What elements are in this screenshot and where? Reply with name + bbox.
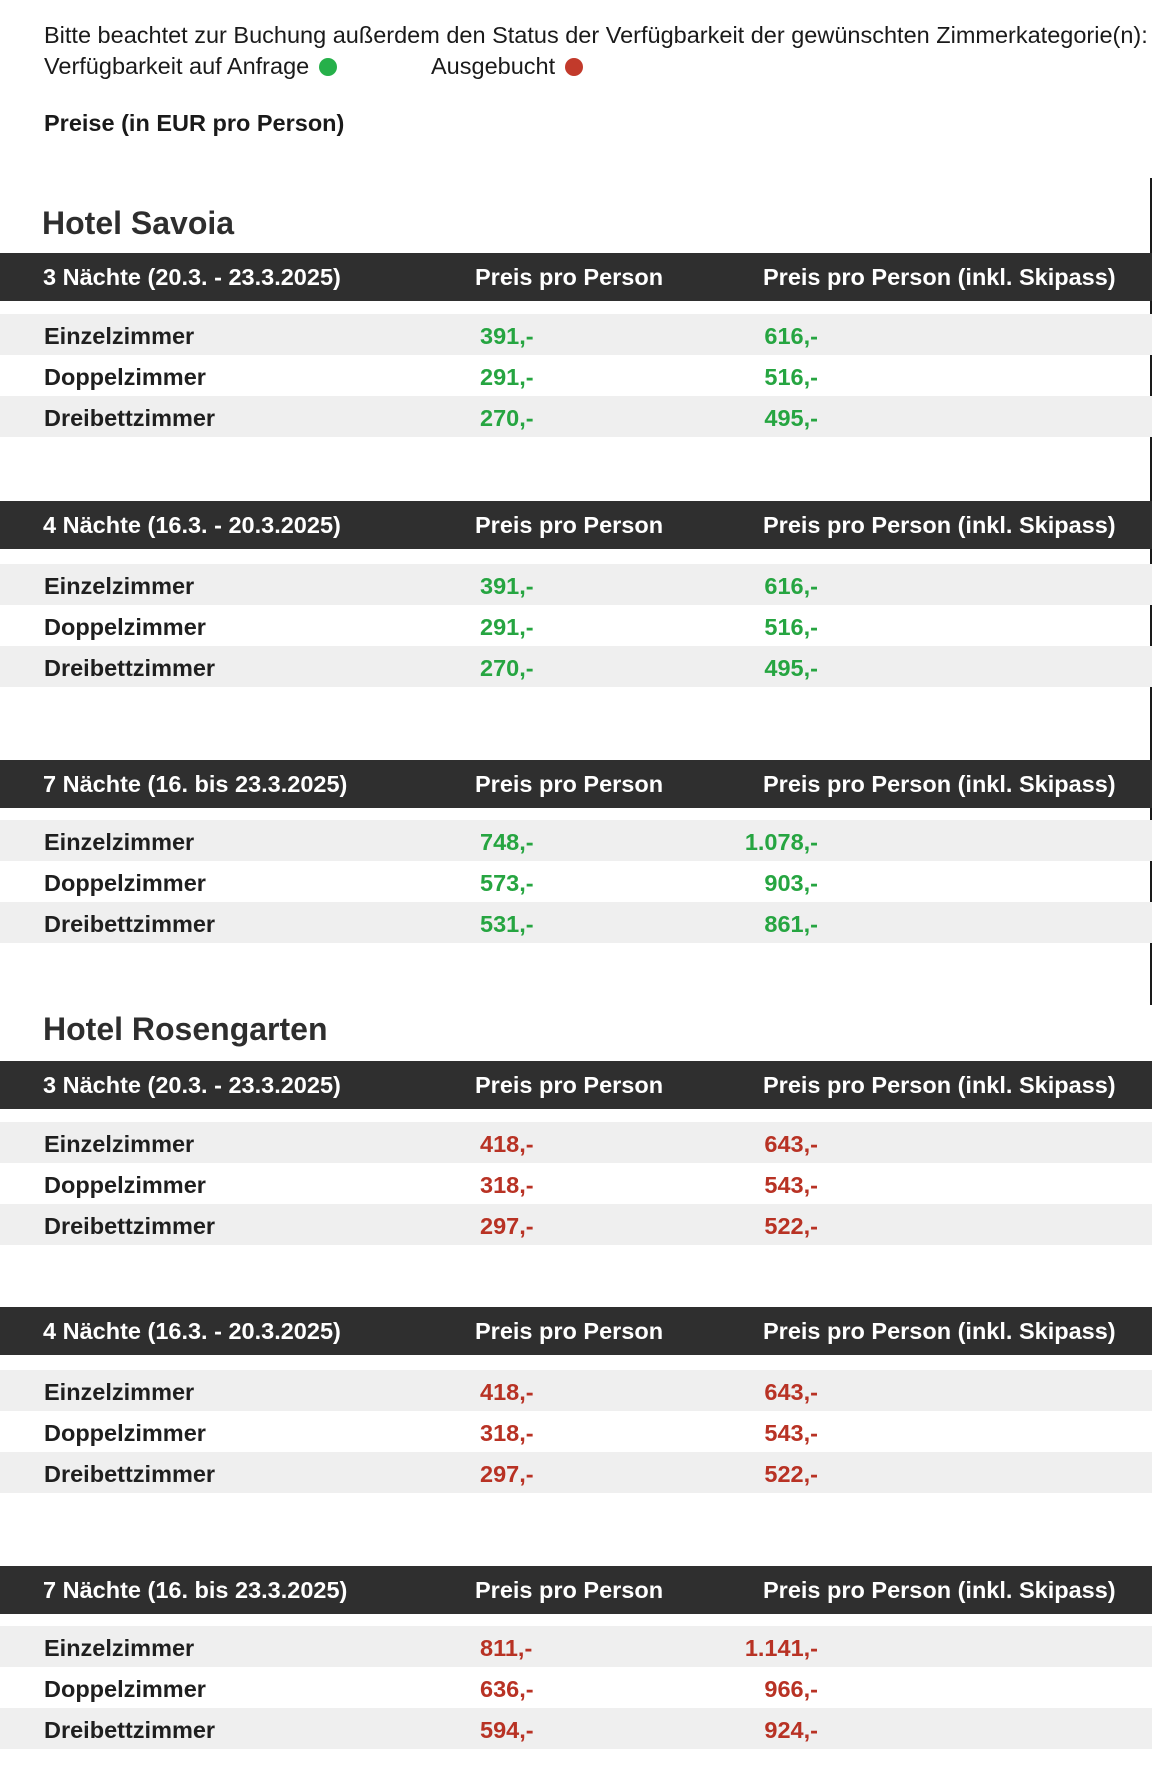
room-type: Dreibettzimmer xyxy=(44,1213,216,1239)
price-value: 318,- xyxy=(480,1420,534,1446)
red-dot-icon xyxy=(565,58,583,76)
block-header xyxy=(0,501,1152,549)
room-type: Einzelzimmer xyxy=(44,829,195,855)
table-row xyxy=(0,1370,1152,1411)
table-row xyxy=(0,396,1152,437)
price-value: 391,- xyxy=(480,573,534,599)
column-header-price-skipass: Preis pro Person (inkl. Skipass) xyxy=(763,1318,1116,1344)
price-block-4-nights xyxy=(0,1307,1152,1493)
column-header-price-skipass: Preis pro Person (inkl. Skipass) xyxy=(763,512,1116,538)
intro-text: Bitte beachtet zur Buchung außerdem den Status der Verfügbarkeit der gewünschten Zimmerkategorie(n): xyxy=(44,22,1148,48)
table-row xyxy=(0,605,1152,646)
room-type: Doppelzimmer xyxy=(44,1676,206,1702)
skipass-price-value: 616,- xyxy=(764,573,818,599)
skipass-price-value: 516,- xyxy=(764,364,818,390)
price-value: 748,- xyxy=(480,829,534,855)
column-header-price: Preis pro Person xyxy=(475,264,664,290)
green-dot-icon xyxy=(319,58,337,76)
room-type: Einzelzimmer xyxy=(44,1635,195,1661)
skipass-price-value: 543,- xyxy=(764,1172,818,1198)
room-type: Dreibettzimmer xyxy=(44,405,216,431)
block-header xyxy=(0,1061,1152,1109)
skipass-price-value: 522,- xyxy=(764,1213,818,1239)
column-header-price-skipass: Preis pro Person (inkl. Skipass) xyxy=(763,1577,1116,1603)
skipass-price-value: 616,- xyxy=(764,323,818,349)
column-header-price: Preis pro Person xyxy=(475,771,664,797)
skipass-price-value: 643,- xyxy=(764,1379,818,1405)
skipass-price-value: 495,- xyxy=(764,405,818,431)
legend-booked xyxy=(431,51,583,82)
legend-available-label: Verfügbarkeit auf Anfrage xyxy=(44,53,310,79)
block-header xyxy=(0,253,1152,301)
price-value: 811,- xyxy=(480,1635,533,1661)
room-type: Doppelzimmer xyxy=(44,1420,206,1446)
table-row xyxy=(0,564,1152,605)
column-header-price-skipass: Preis pro Person (inkl. Skipass) xyxy=(763,1072,1116,1098)
skipass-price-value: 543,- xyxy=(764,1420,818,1446)
skipass-price-value: 861,- xyxy=(764,911,818,937)
room-type: Dreibettzimmer xyxy=(44,1717,216,1743)
block-header xyxy=(0,1566,1152,1614)
price-block-3-nights xyxy=(0,1061,1152,1245)
table-row xyxy=(0,820,1152,861)
block-label: 4 Nächte (16.3. - 20.3.2025) xyxy=(43,512,341,538)
table-row xyxy=(0,355,1152,396)
block-label: 7 Nächte (16. bis 23.3.2025) xyxy=(43,771,348,797)
price-block-7-nights xyxy=(0,760,1152,943)
room-type: Dreibettzimmer xyxy=(44,655,216,681)
hotel-title: Hotel Savoia xyxy=(42,205,235,241)
table-row xyxy=(0,861,1152,902)
table-row xyxy=(0,902,1152,943)
block-header xyxy=(0,760,1152,808)
skipass-price-value: 924,- xyxy=(764,1717,818,1743)
column-header-price: Preis pro Person xyxy=(475,1072,664,1098)
price-value: 270,- xyxy=(480,405,534,431)
price-value: 291,- xyxy=(480,364,534,390)
table-row xyxy=(0,1667,1152,1708)
block-label: 3 Nächte (20.3. - 23.3.2025) xyxy=(43,264,341,290)
hotel-title: Hotel Rosengarten xyxy=(43,1011,328,1047)
table-row xyxy=(0,1163,1152,1204)
price-value: 531,- xyxy=(480,911,534,937)
room-type: Doppelzimmer xyxy=(44,614,206,640)
price-value: 297,- xyxy=(480,1461,534,1487)
legend-booked-label: Ausgebucht xyxy=(431,53,556,79)
room-type: Einzelzimmer xyxy=(44,573,195,599)
table-row xyxy=(0,1204,1152,1245)
block-label: 4 Nächte (16.3. - 20.3.2025) xyxy=(43,1318,341,1344)
block-header xyxy=(0,1307,1152,1355)
price-value: 636,- xyxy=(480,1676,534,1702)
block-label: 7 Nächte (16. bis 23.3.2025) xyxy=(43,1577,348,1603)
price-value: 418,- xyxy=(480,1131,534,1157)
availability-legend xyxy=(44,51,1144,82)
price-value: 391,- xyxy=(480,323,534,349)
column-header-price-skipass: Preis pro Person (inkl. Skipass) xyxy=(763,264,1116,290)
skipass-price-value: 903,- xyxy=(764,870,818,896)
skipass-price-value: 1.141,- xyxy=(744,1635,818,1661)
room-type: Dreibettzimmer xyxy=(44,911,216,937)
skipass-price-value: 1.078,- xyxy=(744,829,818,855)
block-label: 3 Nächte (20.3. - 23.3.2025) xyxy=(43,1072,341,1098)
skipass-price-value: 966,- xyxy=(764,1676,818,1702)
table-row xyxy=(0,1122,1152,1163)
price-value: 318,- xyxy=(480,1172,534,1198)
skipass-price-value: 495,- xyxy=(764,655,818,681)
price-value: 297,- xyxy=(480,1213,534,1239)
room-type: Doppelzimmer xyxy=(44,1172,206,1198)
column-header-price: Preis pro Person xyxy=(475,1577,664,1603)
room-type: Einzelzimmer xyxy=(44,323,195,349)
skipass-price-value: 522,- xyxy=(764,1461,818,1487)
skipass-price-value: 643,- xyxy=(764,1131,818,1157)
room-type: Einzelzimmer xyxy=(44,1131,195,1157)
room-type: Einzelzimmer xyxy=(44,1379,195,1405)
room-type: Dreibettzimmer xyxy=(44,1461,216,1487)
column-header-price: Preis pro Person xyxy=(475,1318,664,1344)
price-value: 594,- xyxy=(480,1717,534,1743)
price-value: 291,- xyxy=(480,614,534,640)
room-type: Doppelzimmer xyxy=(44,364,206,390)
table-row xyxy=(0,1626,1152,1667)
price-block-7-nights xyxy=(0,1566,1152,1749)
price-value: 573,- xyxy=(480,870,534,896)
prices-note: Preise (in EUR pro Person) xyxy=(44,110,345,136)
table-row xyxy=(0,1411,1152,1452)
price-value: 270,- xyxy=(480,655,534,681)
table-row xyxy=(0,646,1152,687)
column-header-price: Preis pro Person xyxy=(475,512,664,538)
availability-intro xyxy=(44,20,1148,82)
table-row xyxy=(0,1708,1152,1749)
skipass-price-value: 516,- xyxy=(764,614,818,640)
room-type: Doppelzimmer xyxy=(44,870,206,896)
column-header-price-skipass: Preis pro Person (inkl. Skipass) xyxy=(763,771,1116,797)
price-block-3-nights xyxy=(0,253,1152,437)
price-value: 418,- xyxy=(480,1379,534,1405)
legend-available xyxy=(44,51,337,82)
price-block-4-nights xyxy=(0,501,1152,687)
table-row xyxy=(0,1452,1152,1493)
table-row xyxy=(0,314,1152,355)
